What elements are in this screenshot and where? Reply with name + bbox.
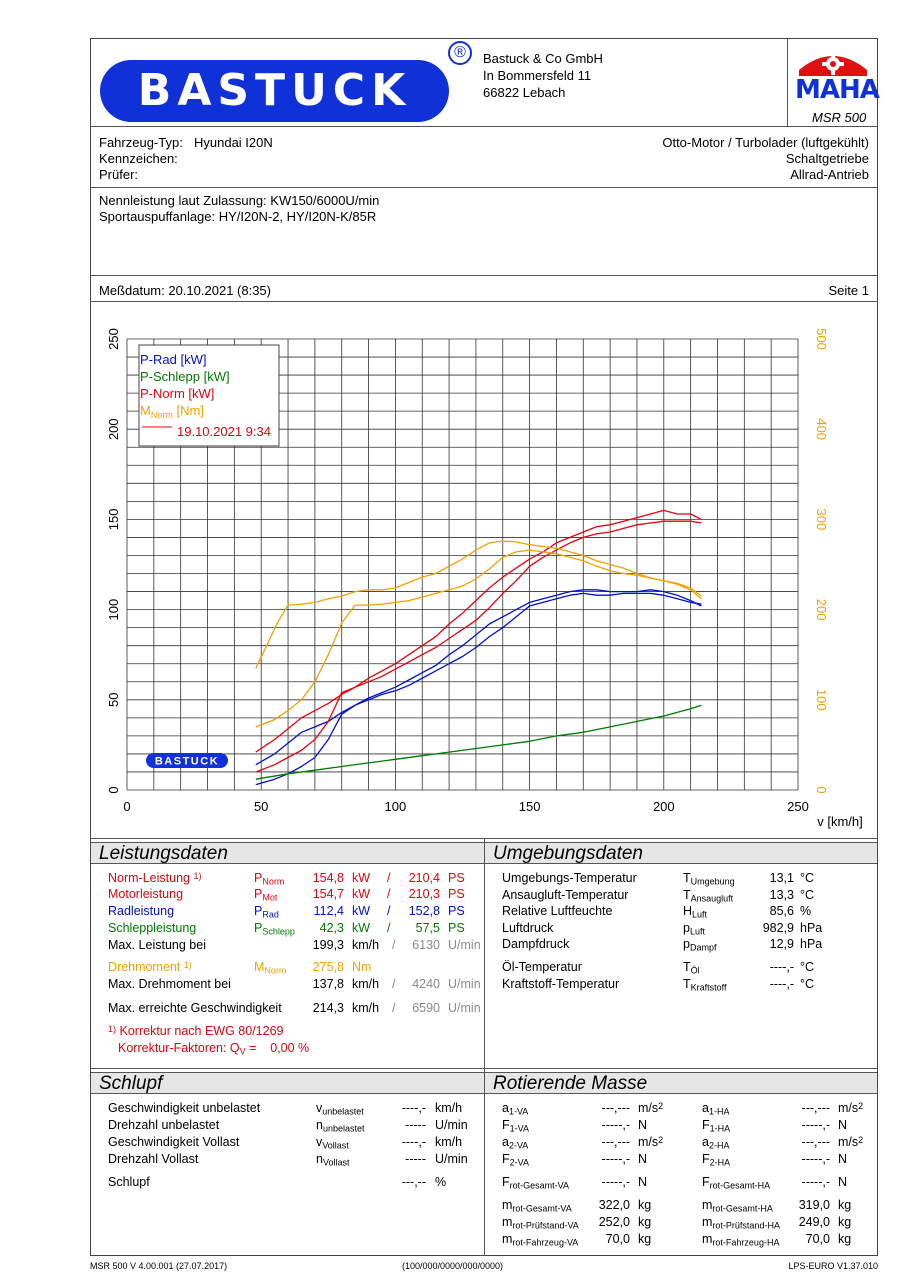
measurement-date: Meßdatum: 20.10.2021 (8:35) xyxy=(99,283,271,298)
umgebung-value: 13,1 xyxy=(769,871,794,885)
schlupf-total-unit: % xyxy=(435,1175,447,1189)
schlupf-total-value: ---,-- xyxy=(401,1175,426,1189)
plate-label: Kennzeichen: xyxy=(99,151,178,166)
motorleistung-sep: / xyxy=(387,887,391,901)
max-leistung-rpm: 6130 xyxy=(412,938,440,952)
chart-series xyxy=(256,510,702,784)
max-geschw-sep: / xyxy=(392,1001,396,1015)
rot-unit: N xyxy=(638,1118,648,1132)
frot-value: -----,- xyxy=(601,1175,630,1189)
company-street: In Bommersfeld 11 xyxy=(483,68,592,83)
max-drehmoment-sep: / xyxy=(392,977,396,991)
x-tick-label: 100 xyxy=(384,799,407,814)
frot-unit: N xyxy=(638,1175,648,1189)
norm-leistung-kw-unit: kW xyxy=(352,871,371,885)
section-schlupf: Schlupf xyxy=(91,1072,484,1094)
series-p-rad xyxy=(256,590,702,765)
rot-unit: $m/s^2$ xyxy=(838,1100,864,1115)
motorleistung-kw: 154,7 xyxy=(312,887,344,901)
company-name: Bastuck & Co GmbH xyxy=(483,51,603,66)
schleppleistung-label: Schleppleistung xyxy=(108,921,197,935)
schlupf-label: Geschwindigkeit Vollast xyxy=(108,1135,240,1149)
schleppleistung-sep: / xyxy=(387,921,391,935)
mass-value: 70,0 xyxy=(805,1232,830,1246)
mass-unit: kg xyxy=(638,1215,652,1229)
schlupf-value: ----,- xyxy=(401,1135,426,1149)
max-leistung-rpm-unit: U/min xyxy=(448,938,481,952)
vehicle-type-value: Hyundai I20N xyxy=(194,135,273,150)
divider xyxy=(484,838,485,1256)
schlupf-symbol: $n_{unbelastet}$ xyxy=(316,1118,365,1134)
mass-symbol: $m_{rot-Fahrzeug-HA}$ xyxy=(702,1232,780,1248)
schlupf-symbol: $n_{Vollast}$ xyxy=(316,1152,350,1168)
umgebung-label: Relative Luftfeuchte xyxy=(502,904,613,918)
footer-version: MSR 500 V 4.00.001 (27.07.2017) xyxy=(90,1261,228,1271)
umgebung-symbol: $H_{Luft}$ xyxy=(683,904,708,920)
schlupf-unit: U/min xyxy=(435,1152,468,1166)
umgebung-unit: °C xyxy=(800,887,815,902)
section-rotierende-masse: Rotierende Masse xyxy=(485,1072,877,1094)
umgebung-label: Kraftstoff-Temperatur xyxy=(502,977,620,991)
norm-leistung-label: Norm-Leistung $^{1)}$ xyxy=(108,870,202,885)
motorleistung-symbol: $P_{Mot}$ xyxy=(254,887,278,903)
umgebung-label: Dampfdruck xyxy=(502,937,570,951)
korrektur-faktoren: Korrektur-Faktoren: $Q_V$ = 0,00 % xyxy=(118,1041,310,1057)
max-geschw-rpm-unit: U/min xyxy=(448,1001,481,1015)
max-geschw-label: Max. erreichte Geschwindigkeit xyxy=(108,1001,282,1015)
mass-unit: kg xyxy=(838,1198,852,1212)
y-right-tick-label: 100 xyxy=(814,688,829,711)
umgebung-symbol: $T_{Ansaugluft}$ xyxy=(683,887,734,904)
schlupf-value: ----- xyxy=(405,1118,426,1132)
max-geschw-rpm: 6590 xyxy=(412,1001,440,1015)
umgebung-label: Umgebungs-Temperatur xyxy=(502,871,637,885)
mass-symbol: $m_{rot-Fahrzeug-VA}$ xyxy=(502,1232,579,1248)
mass-unit: kg xyxy=(838,1232,852,1246)
maha-logo-text: MAHA xyxy=(795,75,879,105)
radleistung-kw: 112,4 xyxy=(313,904,344,918)
device-name: MSR 500 xyxy=(812,110,867,125)
frot-value: -----,- xyxy=(801,1175,830,1189)
mass-symbol: $m_{rot-Prüfstand-HA}$ xyxy=(702,1215,780,1231)
radleistung-ps-unit: PS xyxy=(448,904,465,918)
gearbox: Schaltgetriebe xyxy=(785,151,869,166)
page-number: Seite 1 xyxy=(828,283,869,298)
motorleistung-label: Motorleistung xyxy=(108,887,184,901)
y-right-tick-label: 400 xyxy=(814,418,829,441)
norm-leistung-kw: 154,8 xyxy=(312,871,344,885)
max-geschw-speed: 214,3 xyxy=(312,1001,344,1015)
umgebung-value: 85,6 xyxy=(769,904,794,918)
legend-p-schlepp: P-Schlepp [kW] xyxy=(140,369,230,384)
umgebung-label: Luftdruck xyxy=(502,920,554,935)
umgebung-unit: °C xyxy=(800,977,815,991)
mass-symbol: $m_{rot-Gesamt-VA}$ xyxy=(502,1198,572,1214)
schlupf-value: ----- xyxy=(405,1152,426,1166)
rot-value: -----,- xyxy=(801,1152,830,1166)
schlupf-unit: km/h xyxy=(435,1135,463,1149)
rot-value: -----,- xyxy=(601,1152,630,1166)
maha-logo xyxy=(795,46,879,106)
x-tick-label: 250 xyxy=(787,799,809,814)
umgebung-symbol: $T_{Umgebung}$ xyxy=(683,871,735,887)
schlupf-unit: km/h xyxy=(435,1101,463,1115)
mass-value: 319,0 xyxy=(798,1198,830,1212)
drehmoment-symbol: $M_{Norm}$ xyxy=(254,960,287,976)
rot-value: ---,--- xyxy=(801,1135,830,1149)
engine-type: Otto-Motor / Turbolader (luftgekühlt) xyxy=(662,135,869,150)
motorleistung-ps: 210,3 xyxy=(408,887,440,901)
note-rated-power: Nennleistung laut Zulassung: KW150/6000U/min xyxy=(99,193,380,208)
x-axis-label: v [km/h] xyxy=(817,814,863,829)
rot-symbol: $F_{1-HA}$ xyxy=(702,1118,731,1134)
radleistung-label: Radleistung xyxy=(108,904,175,918)
umgebung-symbol: $T_{Kraftstoff}$ xyxy=(683,977,727,993)
y-axis-right-ticks xyxy=(814,328,829,793)
rot-symbol: $a_{2-HA}$ xyxy=(702,1135,730,1151)
series-m-norm-19-10-2021-9-34 xyxy=(256,550,702,727)
norm-leistung-sep: / xyxy=(387,871,391,885)
series-m-norm xyxy=(256,541,702,668)
rot-unit: $m/s^2$ xyxy=(838,1134,864,1149)
series-p-norm xyxy=(256,510,702,752)
mass-unit: kg xyxy=(638,1232,652,1246)
frot-symbol: $F_{rot-Gesamt-HA}$ xyxy=(702,1175,771,1191)
drehmoment-unit: Nm xyxy=(352,960,372,974)
max-leistung-speed: 199,3 xyxy=(312,938,344,952)
x-tick-label: 0 xyxy=(123,799,131,814)
y-right-tick-label: 300 xyxy=(814,508,829,531)
rot-value: ---,--- xyxy=(601,1135,630,1149)
x-tick-label: 200 xyxy=(652,799,675,814)
rot-symbol: $F_{1-VA}$ xyxy=(502,1118,529,1134)
schlupf-symbol: $v_{Vollast}$ xyxy=(316,1135,349,1151)
rot-symbol: $a_{1-HA}$ xyxy=(702,1101,730,1117)
legend-p-rad: P-Rad [kW] xyxy=(140,352,207,367)
mass-value: 70,0 xyxy=(605,1232,630,1246)
umgebung-unit: °C xyxy=(800,960,815,974)
frot-symbol: $F_{rot-Gesamt-VA}$ xyxy=(502,1175,569,1191)
schlupf-total-label: Schlupf xyxy=(108,1175,150,1189)
series-p-norm-19-10-2021-9-34 xyxy=(256,521,702,772)
drehmoment-value: 275,8 xyxy=(312,960,344,974)
umgebung-label: Öl-Temperatur xyxy=(502,960,582,974)
mass-symbol: $m_{rot-Gesamt-HA}$ xyxy=(702,1198,773,1214)
divider xyxy=(90,126,878,127)
umgebung-unit: hPa xyxy=(800,937,823,951)
max-leistung-label: Max. Leistung bei xyxy=(108,938,206,952)
y-left-tick-label: 100 xyxy=(106,598,121,621)
y-left-tick-label: 200 xyxy=(106,418,121,441)
max-drehmoment-speed-unit: km/h xyxy=(352,977,380,991)
frot-unit: N xyxy=(838,1175,848,1189)
x-axis-ticks xyxy=(123,799,808,814)
company-city: 66822 Lebach xyxy=(483,85,566,100)
schlupf-unit: U/min xyxy=(435,1118,468,1132)
schlupf-label: Drehzahl Vollast xyxy=(108,1152,199,1166)
umgebung-value: ----,- xyxy=(769,960,794,974)
max-drehmoment-rpm: 4240 xyxy=(412,977,440,991)
y-left-tick-label: 250 xyxy=(106,328,121,350)
radleistung-symbol: $P_{Rad}$ xyxy=(254,904,279,920)
max-leistung-speed-unit: km/h xyxy=(352,938,380,952)
umgebung-value: 13,3 xyxy=(769,887,794,902)
registered-mark: ® xyxy=(448,41,472,65)
rot-symbol: $F_{2-VA}$ xyxy=(502,1152,529,1168)
divider xyxy=(787,38,788,126)
schleppleistung-ps: 57,5 xyxy=(415,921,440,935)
motorleistung-kw-unit: kW xyxy=(352,887,371,901)
rot-unit: $m/s^2$ xyxy=(638,1100,664,1115)
y-left-tick-label: 0 xyxy=(106,786,121,794)
rot-value: -----,- xyxy=(801,1118,830,1132)
umgebung-label: Ansaugluft-Temperatur xyxy=(502,887,629,902)
rot-value: ---,--- xyxy=(601,1101,630,1115)
mass-value: 252,0 xyxy=(598,1215,630,1229)
max-drehmoment-speed: 137,8 xyxy=(312,977,344,991)
umgebung-unit: % xyxy=(800,904,812,918)
radleistung-ps: 152,8 xyxy=(408,904,440,918)
mass-symbol: $m_{rot-Prüfstand-VA}$ xyxy=(502,1215,579,1231)
max-drehmoment-rpm-unit: U/min xyxy=(448,977,481,991)
mass-value: 322,0 xyxy=(598,1198,630,1212)
schleppleistung-kw: 42,3 xyxy=(319,921,344,935)
schleppleistung-ps-unit: PS xyxy=(448,921,465,935)
watermark-text: BASTUCK xyxy=(154,755,220,768)
schlupf-symbol: $v_{unbelastet}$ xyxy=(316,1101,364,1117)
mass-unit: kg xyxy=(838,1215,852,1229)
umgebung-symbol: $p_{Luft}$ xyxy=(683,920,705,937)
drehmoment-label: Drehmoment $^{1)}$ xyxy=(108,959,192,974)
mass-value: 249,0 xyxy=(798,1215,830,1229)
norm-leistung-symbol: $P_{Norm}$ xyxy=(254,871,285,887)
divider xyxy=(90,301,878,302)
x-tick-label: 50 xyxy=(253,799,269,814)
rot-unit: N xyxy=(638,1152,648,1166)
max-leistung-sep: / xyxy=(392,938,396,952)
rot-unit: N xyxy=(838,1152,848,1166)
radleistung-kw-unit: kW xyxy=(352,904,371,918)
schleppleistung-kw-unit: kW xyxy=(352,921,371,935)
vehicle-type-label: Fahrzeug-Typ: xyxy=(99,135,183,150)
schlupf-label: Geschwindigkeit unbelastet xyxy=(108,1101,261,1115)
schleppleistung-symbol: $P_{Schlepp}$ xyxy=(254,921,295,937)
chart-watermark xyxy=(146,753,228,768)
power-chart xyxy=(90,303,878,838)
section-umgebungsdaten: Umgebungsdaten xyxy=(485,842,877,864)
mass-unit: kg xyxy=(638,1198,652,1212)
note-exhaust: Sportauspuffanlage: HY/I20N-2, HY/I20N-K/85R xyxy=(99,209,377,224)
y-left-tick-label: 150 xyxy=(106,508,121,531)
rot-value: -----,- xyxy=(601,1118,630,1132)
legend-m-norm: $M_{Norm}$ [Nm] xyxy=(140,403,204,420)
radleistung-sep: / xyxy=(387,904,391,918)
divider xyxy=(90,187,878,188)
umgebung-value: 982,9 xyxy=(762,920,794,935)
footer-license: LPS-EURO V1.37.010 xyxy=(788,1261,878,1271)
norm-leistung-ps: 210,4 xyxy=(408,871,440,885)
umgebung-unit: hPa xyxy=(800,920,823,935)
bastuck-logo xyxy=(100,60,449,122)
legend-reference-date: 19.10.2021 9:34 xyxy=(177,424,271,439)
series-p-rad-19-10-2021-9-34 xyxy=(256,593,702,784)
umgebung-value: 12,9 xyxy=(769,937,794,951)
rot-unit: N xyxy=(838,1118,848,1132)
umgebung-unit: °C xyxy=(800,871,815,885)
korrektur-text: $^{1)}$ Korrektur nach EWG 80/1269 xyxy=(108,1023,284,1038)
chart-legend xyxy=(139,345,279,446)
legend-p-norm: P-Norm [kW] xyxy=(140,386,215,401)
rot-symbol: $a_{1-VA}$ xyxy=(502,1101,529,1117)
y-right-tick-label: 200 xyxy=(814,598,829,621)
max-drehmoment-label: Max. Drehmoment bei xyxy=(108,977,231,991)
umgebung-symbol: $T_{Öl}$ xyxy=(683,960,700,976)
x-tick-label: 150 xyxy=(518,799,541,814)
series-p-schlepp xyxy=(256,705,702,779)
norm-leistung-ps-unit: PS xyxy=(448,871,465,885)
umgebung-value: ----,- xyxy=(769,977,794,991)
y-left-tick-label: 50 xyxy=(106,692,121,708)
y-axis-left-ticks xyxy=(106,328,121,793)
rot-symbol: $a_{2-VA}$ xyxy=(502,1135,529,1151)
schlupf-value: ----,- xyxy=(401,1101,426,1115)
rot-value: ---,--- xyxy=(801,1101,830,1115)
rot-unit: $m/s^2$ xyxy=(638,1134,664,1149)
y-right-tick-label: 0 xyxy=(814,786,829,794)
section-leistungsdaten: Leistungsdaten xyxy=(91,842,484,864)
bastuck-logo-text: BASTUCK xyxy=(137,65,412,116)
tester-label: Prüfer: xyxy=(99,167,139,182)
rot-symbol: $F_{2-HA}$ xyxy=(702,1152,731,1168)
motorleistung-ps-unit: PS xyxy=(448,887,465,901)
drive-type: Allrad-Antrieb xyxy=(790,167,869,182)
umgebung-symbol: $p_{Dampf}$ xyxy=(683,937,717,953)
y-right-tick-label: 500 xyxy=(814,328,829,350)
footer-code: (100/000/0000/000/0000) xyxy=(401,1261,504,1271)
max-geschw-speed-unit: km/h xyxy=(352,1001,380,1015)
divider xyxy=(90,275,878,276)
schlupf-label: Drehzahl unbelastet xyxy=(108,1118,220,1132)
